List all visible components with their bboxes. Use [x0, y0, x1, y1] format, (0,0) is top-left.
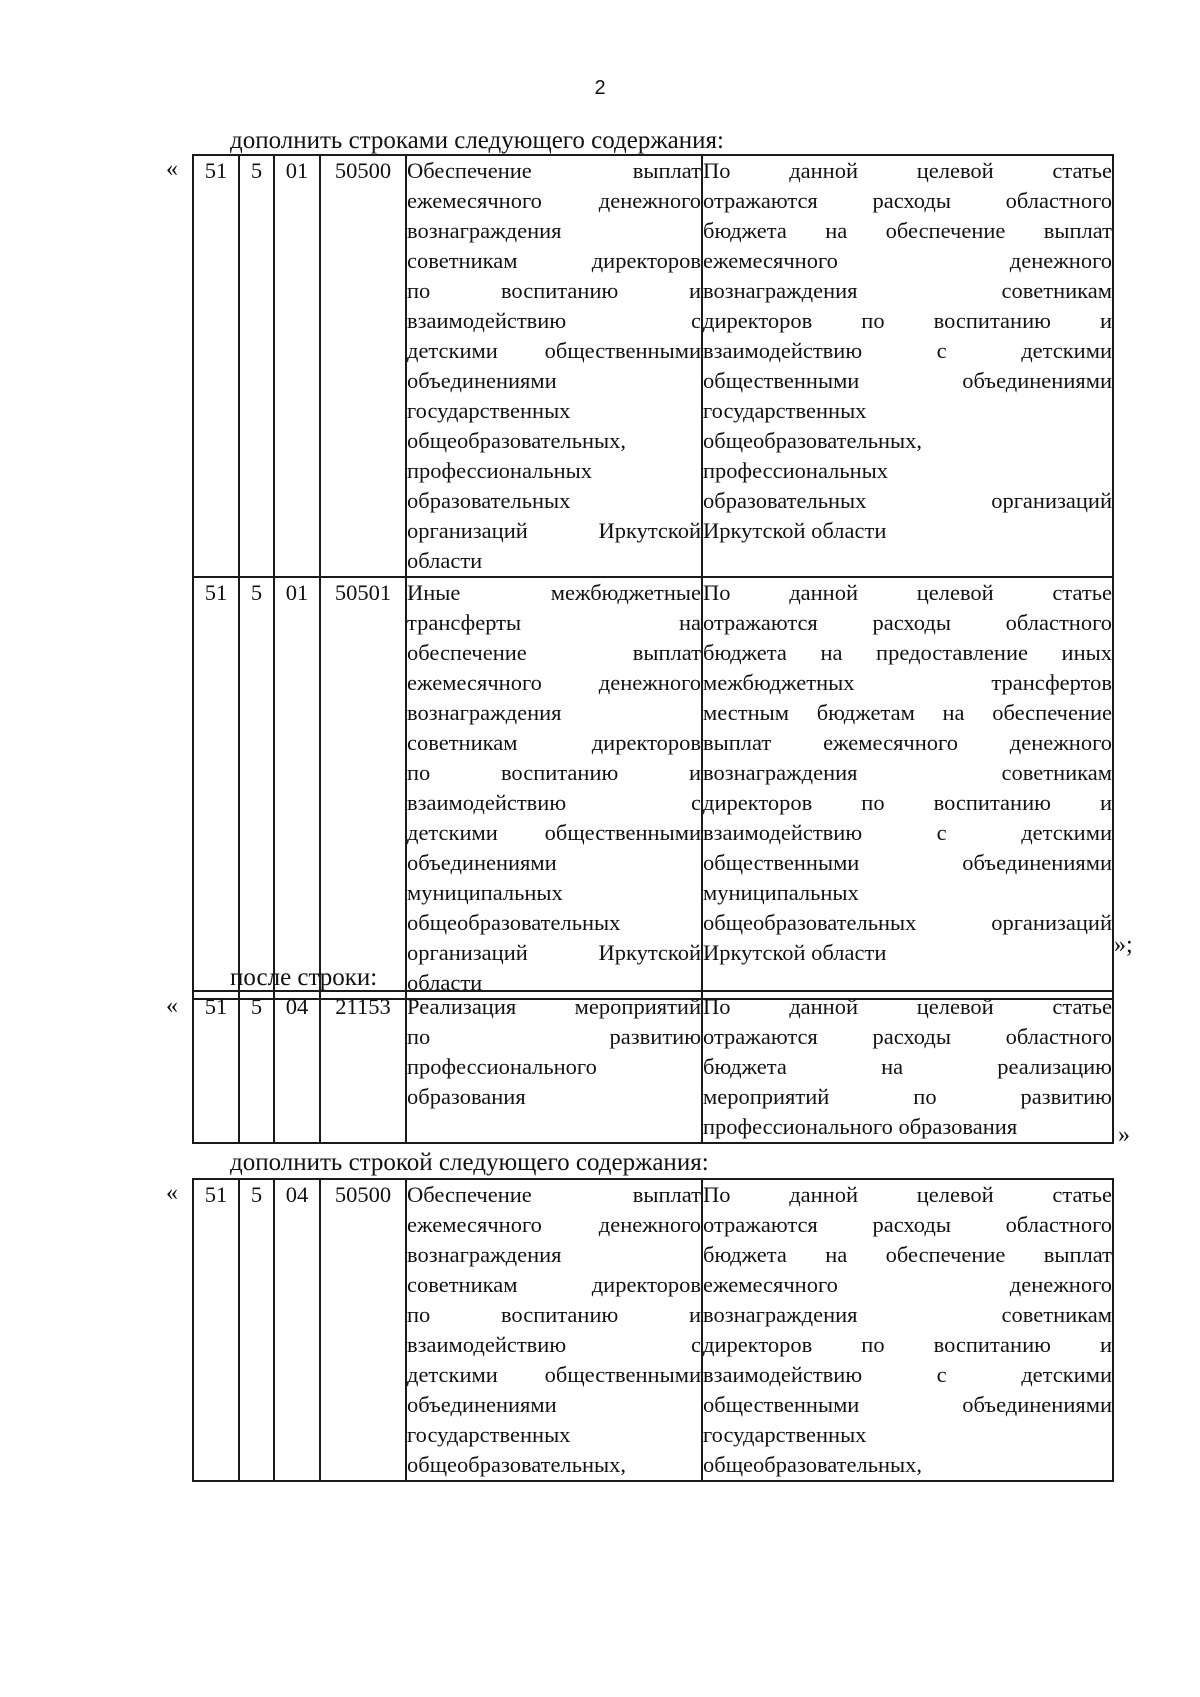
item-name-cell — [406, 1179, 702, 1481]
text-line: отражаются расходы областного — [703, 1024, 1112, 1049]
text-line: По данной целевой статье — [703, 580, 1112, 605]
text-line: образовательных — [407, 488, 571, 513]
text-line: взаимодействию с детскими — [703, 338, 1112, 363]
item-name-cell — [406, 577, 702, 999]
text-line: межбюджетных трансфертов — [703, 670, 1112, 695]
text-line: государственных — [703, 1422, 867, 1447]
text-line: области — [407, 970, 483, 995]
text-line: Обеспечение выплат — [407, 1182, 701, 1207]
text-line: Иркутской области — [703, 518, 887, 543]
open-quote-1: « — [166, 156, 178, 182]
table-row — [193, 991, 1113, 1143]
table-row — [193, 577, 1113, 999]
text-line: общеобразовательных, — [703, 428, 923, 453]
code-cell-4: 21153 — [320, 991, 406, 1143]
text-line: детскими общественными — [407, 820, 701, 845]
text-line: бюджета на обеспечение выплат — [703, 218, 1112, 243]
text-line: образования — [407, 1084, 526, 1109]
text-line: образовательных организаций — [703, 488, 1112, 513]
text-line: организаций Иркутской — [407, 940, 701, 965]
text-line: организаций Иркутской — [407, 518, 701, 543]
text-line: директоров по воспитанию и — [703, 308, 1112, 333]
item-name-cell — [406, 991, 702, 1143]
text-line: профессиональных — [407, 458, 593, 483]
text-line: директоров по воспитанию и — [703, 1332, 1112, 1357]
code-cell-4: 50500 — [320, 155, 406, 577]
code-cell-3: 01 — [274, 155, 320, 577]
item-description-cell — [702, 1179, 1113, 1481]
text-line: вознаграждения советникам — [703, 278, 1112, 303]
code-cell-1: 51 — [193, 577, 239, 999]
text-line: ежемесячного денежного — [703, 1272, 1112, 1297]
text-line: Иркутской области — [703, 940, 887, 965]
code-table-1 — [192, 154, 1114, 1000]
code-cell-2: 5 — [239, 155, 274, 577]
text-line: государственных — [703, 398, 867, 423]
text-line: общеобразовательных, — [407, 428, 627, 453]
text-line: по воспитанию и — [407, 760, 701, 785]
code-cell-1: 51 — [193, 155, 239, 577]
close-quote-2: » — [1118, 1122, 1130, 1148]
code-cell-2: 5 — [239, 577, 274, 999]
table-row — [193, 155, 1113, 577]
intro-add-rows: дополнить строками следующего содержания: — [230, 127, 724, 154]
open-quote-3: « — [166, 1180, 178, 1206]
text-line: ежемесячного денежного — [703, 248, 1112, 273]
text-line: отражаются расходы областного — [703, 188, 1112, 213]
text-line: объединениями — [407, 850, 557, 875]
text-line: отражаются расходы областного — [703, 610, 1112, 635]
text-line: ежемесячного денежного — [407, 188, 701, 213]
code-cell-2: 5 — [239, 991, 274, 1143]
intro-add-row: дополнить строкой следующего содержания: — [230, 1149, 709, 1176]
code-cell-4: 50501 — [320, 577, 406, 999]
text-line: вознаграждения — [407, 700, 562, 725]
text-line: Реализация мероприятий — [407, 994, 701, 1019]
text-line: По данной целевой статье — [703, 158, 1112, 183]
text-line: мероприятий по развитию — [703, 1084, 1112, 1109]
text-line: общественными объединениями — [703, 368, 1112, 393]
text-line: советникам директоров — [407, 1272, 701, 1297]
item-name-cell — [406, 155, 702, 577]
text-line: государственных — [407, 398, 571, 423]
code-table-3 — [192, 1178, 1114, 1482]
code-cell-2: 5 — [239, 1179, 274, 1481]
text-line: детскими общественными — [407, 1362, 701, 1387]
text-line: вознаграждения — [407, 218, 562, 243]
code-cell-1: 51 — [193, 991, 239, 1143]
text-line: взаимодействию с — [407, 1332, 701, 1357]
intro-after-row: после строки: — [230, 964, 378, 991]
item-description-cell — [702, 155, 1113, 577]
text-line: трансферты на — [407, 610, 701, 635]
text-line: бюджета на реализацию — [703, 1054, 1112, 1079]
text-line: детскими общественными — [407, 338, 701, 363]
text-line: вознаграждения советникам — [703, 1302, 1112, 1327]
code-cell-3: 01 — [274, 577, 320, 999]
page-number: 2 — [594, 77, 606, 99]
text-line: советникам директоров — [407, 730, 701, 755]
text-line: По данной целевой статье — [703, 1182, 1112, 1207]
code-cell-1: 51 — [193, 1179, 239, 1481]
text-line: взаимодействию с — [407, 790, 701, 815]
text-line: бюджета на предоставление иных — [703, 640, 1112, 665]
text-line: области — [407, 548, 483, 573]
text-line: местным бюджетам на обеспечение — [703, 700, 1112, 725]
text-line: профессионального — [407, 1054, 597, 1079]
text-line: взаимодействию с — [407, 308, 701, 333]
text-line: общеобразовательных, — [703, 1452, 923, 1477]
text-line: муниципальных — [703, 880, 859, 905]
item-description-cell — [702, 991, 1113, 1143]
open-quote-2: « — [166, 993, 178, 1019]
text-line: советникам директоров — [407, 248, 701, 273]
text-line: общеобразовательных, — [407, 1452, 627, 1477]
code-cell-3: 04 — [274, 1179, 320, 1481]
text-line: По данной целевой статье — [703, 994, 1112, 1019]
text-line: по воспитанию и — [407, 1302, 701, 1327]
text-line: отражаются расходы областного — [703, 1212, 1112, 1237]
text-line: директоров по воспитанию и — [703, 790, 1112, 815]
text-line: вознаграждения — [407, 1242, 562, 1267]
text-line: профессиональных — [703, 458, 889, 483]
text-line: общеобразовательных организаций — [703, 910, 1112, 935]
text-line: объединениями — [407, 368, 557, 393]
text-line: взаимодействию с детскими — [703, 1362, 1112, 1387]
text-line: объединениями — [407, 1392, 557, 1417]
text-line: вознаграждения советникам — [703, 760, 1112, 785]
text-line: государственных — [407, 1422, 571, 1447]
code-cell-4: 50500 — [320, 1179, 406, 1481]
text-line: ежемесячного денежного — [407, 1212, 701, 1237]
table-row — [193, 1179, 1113, 1481]
text-line: профессионального образования — [703, 1114, 1018, 1139]
text-line: общественными объединениями — [703, 850, 1112, 875]
text-line: выплат ежемесячного денежного — [703, 730, 1112, 755]
text-line: Обеспечение выплат — [407, 158, 701, 183]
text-line: Иные межбюджетные — [407, 580, 701, 605]
text-line: обеспечение выплат — [407, 640, 701, 665]
code-cell-3: 04 — [274, 991, 320, 1143]
close-quote-1: »; — [1114, 932, 1133, 958]
text-line: общеобразовательных — [407, 910, 621, 935]
text-line: по воспитанию и — [407, 278, 701, 303]
text-line: муниципальных — [407, 880, 563, 905]
item-description-cell — [702, 577, 1113, 999]
text-line: по развитию — [407, 1024, 701, 1049]
code-table-2 — [192, 990, 1114, 1144]
text-line: бюджета на обеспечение выплат — [703, 1242, 1112, 1267]
text-line: общественными объединениями — [703, 1392, 1112, 1417]
text-line: взаимодействию с детскими — [703, 820, 1112, 845]
text-line: ежемесячного денежного — [407, 670, 701, 695]
